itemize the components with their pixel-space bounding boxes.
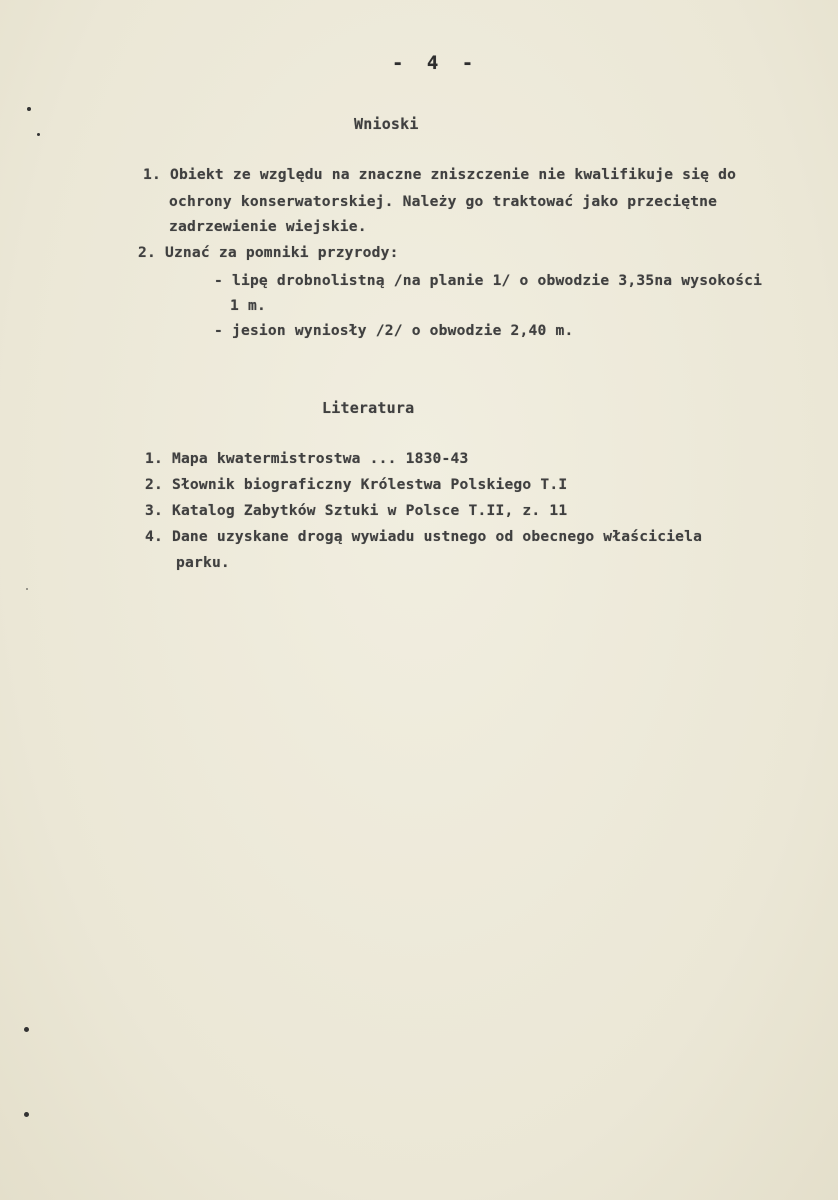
conclusion-line: 1 m.	[230, 297, 266, 314]
margin-speck	[24, 1112, 29, 1117]
conclusion-line: 1. Obiekt ze względu na znaczne zniszczenie nie kwalifikuje się do	[143, 166, 737, 183]
margin-speck	[27, 107, 31, 111]
literature-line: 4. Dane uzyskane drogą wywiadu ustnego od obecnego właściciela	[145, 528, 703, 545]
literature-heading: Literatura	[322, 399, 415, 417]
literature-line: 3. Katalog Zabytków Sztuki w Polsce T.II, z. 11	[145, 502, 568, 519]
conclusion-line: 2. Uznać za pomniki przyrody:	[138, 244, 399, 261]
conclusion-line: zadrzewienie wiejskie.	[169, 218, 367, 235]
conclusion-line: - jesion wyniosły /2/ o obwodzie 2,40 m.	[214, 322, 574, 339]
margin-speck	[37, 133, 40, 136]
margin-speck	[26, 588, 28, 590]
literature-line: parku.	[176, 554, 230, 571]
literature-line: 1. Mapa kwatermistrostwa ... 1830-43	[145, 450, 469, 467]
literature-line: 2. Słownik biograficzny Królestwa Polskiego T.I	[145, 476, 568, 493]
conclusion-line: - lipę drobnolistną /na planie 1/ o obwodzie 3,35na wysokości	[214, 272, 763, 289]
conclusion-line: ochrony konserwatorskiej. Należy go traktować jako przeciętne	[169, 193, 718, 210]
conclusions-heading: Wnioski	[354, 115, 419, 133]
margin-speck	[24, 1027, 29, 1032]
page-number: - 4 -	[392, 52, 480, 74]
